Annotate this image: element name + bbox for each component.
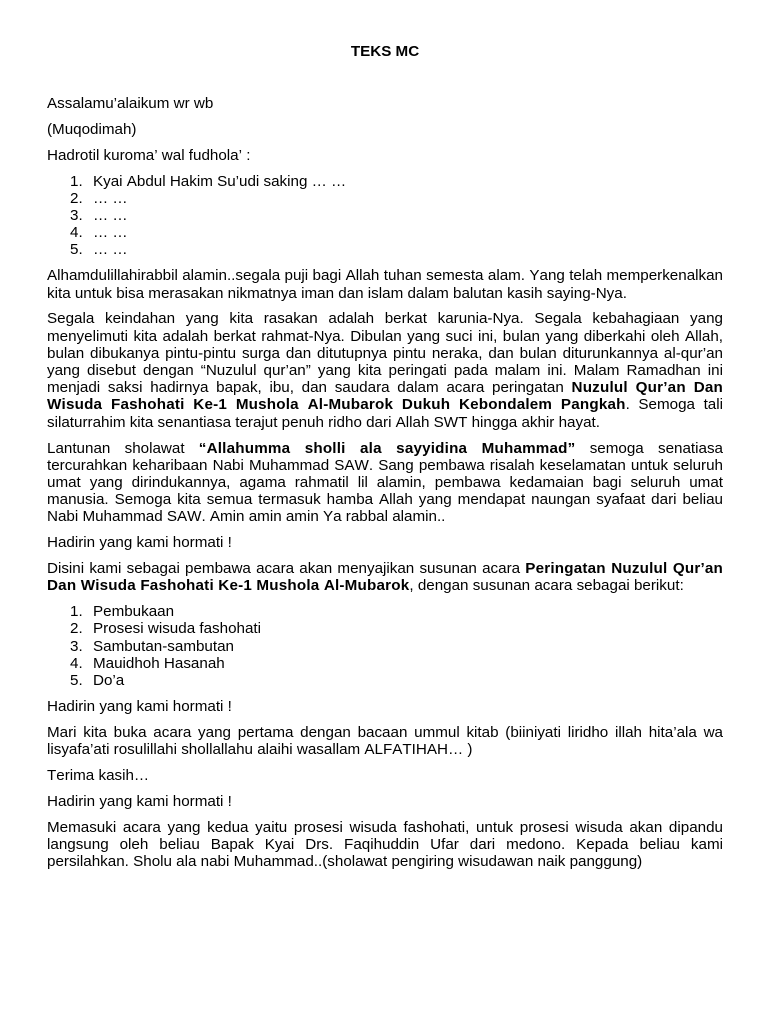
- agenda-event-bold: Peringatan Nuzulul Qur’an Dan Wisuda Fashohati Ke-1 Mushola Al-Mubarok: [47, 560, 723, 595]
- sholawat-bold: “Allahumma sholli ala sayyidina Muhammad”: [198, 439, 576, 457]
- list-item-text: … …: [93, 224, 128, 242]
- document-title: TEKS MC: [350, 43, 420, 60]
- list-item: [47, 655, 723, 672]
- wisuda-paragraph: Memasuki acara yang kedua yaitu prosesi wisuda fashohati, untuk prosesi wisuda akan dipandu langsung oleh beliau Bapak Kyai Drs. Faqihuddin Ufar dari medono. Kepada beliau kami persilahkan. Sholu ala nabi Muhammad..(sholawat pengiring wisudawan naik panggung): [47, 818, 723, 871]
- alfatihah-paragraph: Mari kita buka acara yang pertama dengan bacaan ummul kitab (biiniyati liridho illah hita’ala wa lisyafa’ati rosulillahi shollallahu alaihi wasallam ALFATIHAH… ): [47, 723, 723, 759]
- list-number: 2.: [70, 620, 83, 638]
- sholawat-paragraph: [47, 440, 723, 526]
- list-item: [47, 207, 723, 224]
- list-number: 4.: [70, 654, 83, 672]
- list-number: 5.: [70, 241, 83, 259]
- list-number: 1.: [70, 172, 83, 190]
- ramadhan-text-after: . Semoga tali silaturrahim kita senantiasa terajut penuh ridho dari Allah SWT hingga akhir hayat.: [47, 396, 723, 431]
- agenda-intro-paragraph: [47, 560, 723, 594]
- list-item: [47, 190, 723, 207]
- greeting: Assalamu’alaikum wr wb: [47, 95, 214, 112]
- list-number: 1.: [70, 603, 83, 621]
- document-page: [47, 43, 723, 879]
- ramadhan-paragraph: [47, 310, 723, 430]
- list-number: 5.: [70, 672, 83, 690]
- sholawat-text-after: semoga senatiasa tercurahkan keharibaan Nabi Muhammad SAW. Sang pembawa risalah keselamatan untuk seluruh umat yang dirindukannya, agama rahmatil lil alamin, pembawa kedamaian bagi seluruh umat manusia. Semoga kita semua termasuk hamba Allah yang mendapat naungan syafaat dari beliau Nabi Muhammad SAW. Amin amin amin Ya rabbal alamin..: [47, 439, 723, 526]
- list-item-text: Prosesi wisuda fashohati: [93, 620, 261, 638]
- guest-list: [47, 173, 723, 259]
- event-name-bold: Nuzulul Qur’an Dan Wisuda Fashohati Ke-1 Mushola Al-Mubarok Dukuh Kebondalem Pangkah: [47, 379, 724, 414]
- list-item: [47, 173, 723, 190]
- list-item: [47, 638, 723, 655]
- list-item-text: … …: [93, 207, 128, 225]
- muqodimah-label: (Muqodimah): [47, 120, 137, 138]
- list-item: [47, 603, 723, 620]
- address-line: Hadirin yang kami hormati !: [47, 792, 232, 810]
- list-item-text: Pembukaan: [93, 603, 175, 621]
- salutation: Hadrotil kuroma’ wal fudhola’ :: [47, 146, 251, 164]
- address-line: Hadirin yang kami hormati !: [47, 697, 232, 715]
- list-item: [47, 672, 723, 689]
- list-item-text: Do’a: [93, 672, 125, 690]
- thanks-line: Terima kasih…: [47, 766, 150, 784]
- list-number: 2.: [70, 189, 83, 207]
- list-item-text: Sambutan-sambutan: [93, 637, 234, 655]
- ramadhan-text-before: Segala keindahan yang kita rasakan adalah berkat karunia-Nya. Segala kebahagiaan yang menyelimuti kita adalah berkat rahmat-Nya. Dibulan yang suci ini, bulan yang diberkahi oleh Allah, bulan dibukanya pintu-pintu surga dan ditutupnya pintu neraka, dan bulan diturunkannya al-qur’an yang disebut dengan “Nuzulul qur’an” yang kita peringati pada malam ini. Malam Ramadhan ini menjadi saksi hadirnya bapak, ibu, dan saudara dalam acara peringatan: [47, 310, 723, 397]
- agenda-intro-after: , dengan susunan acara sebagai berikut:: [409, 577, 684, 595]
- list-item: [47, 224, 723, 241]
- list-item: [47, 620, 723, 637]
- list-item: [47, 241, 723, 258]
- address-line: Hadirin yang kami hormati !: [47, 534, 232, 552]
- list-number: 4.: [70, 224, 83, 242]
- list-item-text: … …: [93, 241, 128, 259]
- opening-paragraph: Alhamdulillahirabbil alamin..segala puji bagi Allah tuhan semesta alam. Yang telah memperkenalkan kita untuk bisa merasakan nikmatnya iman dan islam dalam balutan kasih saying-Nya.: [47, 267, 723, 302]
- sholawat-text-before: Lantunan sholawat: [47, 439, 199, 457]
- list-item-text: Kyai Abdul Hakim Su’udi saking … …: [93, 172, 347, 190]
- list-number: 3.: [70, 637, 83, 655]
- list-number: 3.: [70, 207, 83, 225]
- list-item-text: Mauidhoh Hasanah: [93, 654, 225, 672]
- agenda-list: [47, 603, 723, 689]
- agenda-intro-before: Disini kami sebagai pembawa acara akan menyajikan susunan acara: [47, 560, 526, 578]
- list-item-text: … …: [93, 189, 128, 207]
